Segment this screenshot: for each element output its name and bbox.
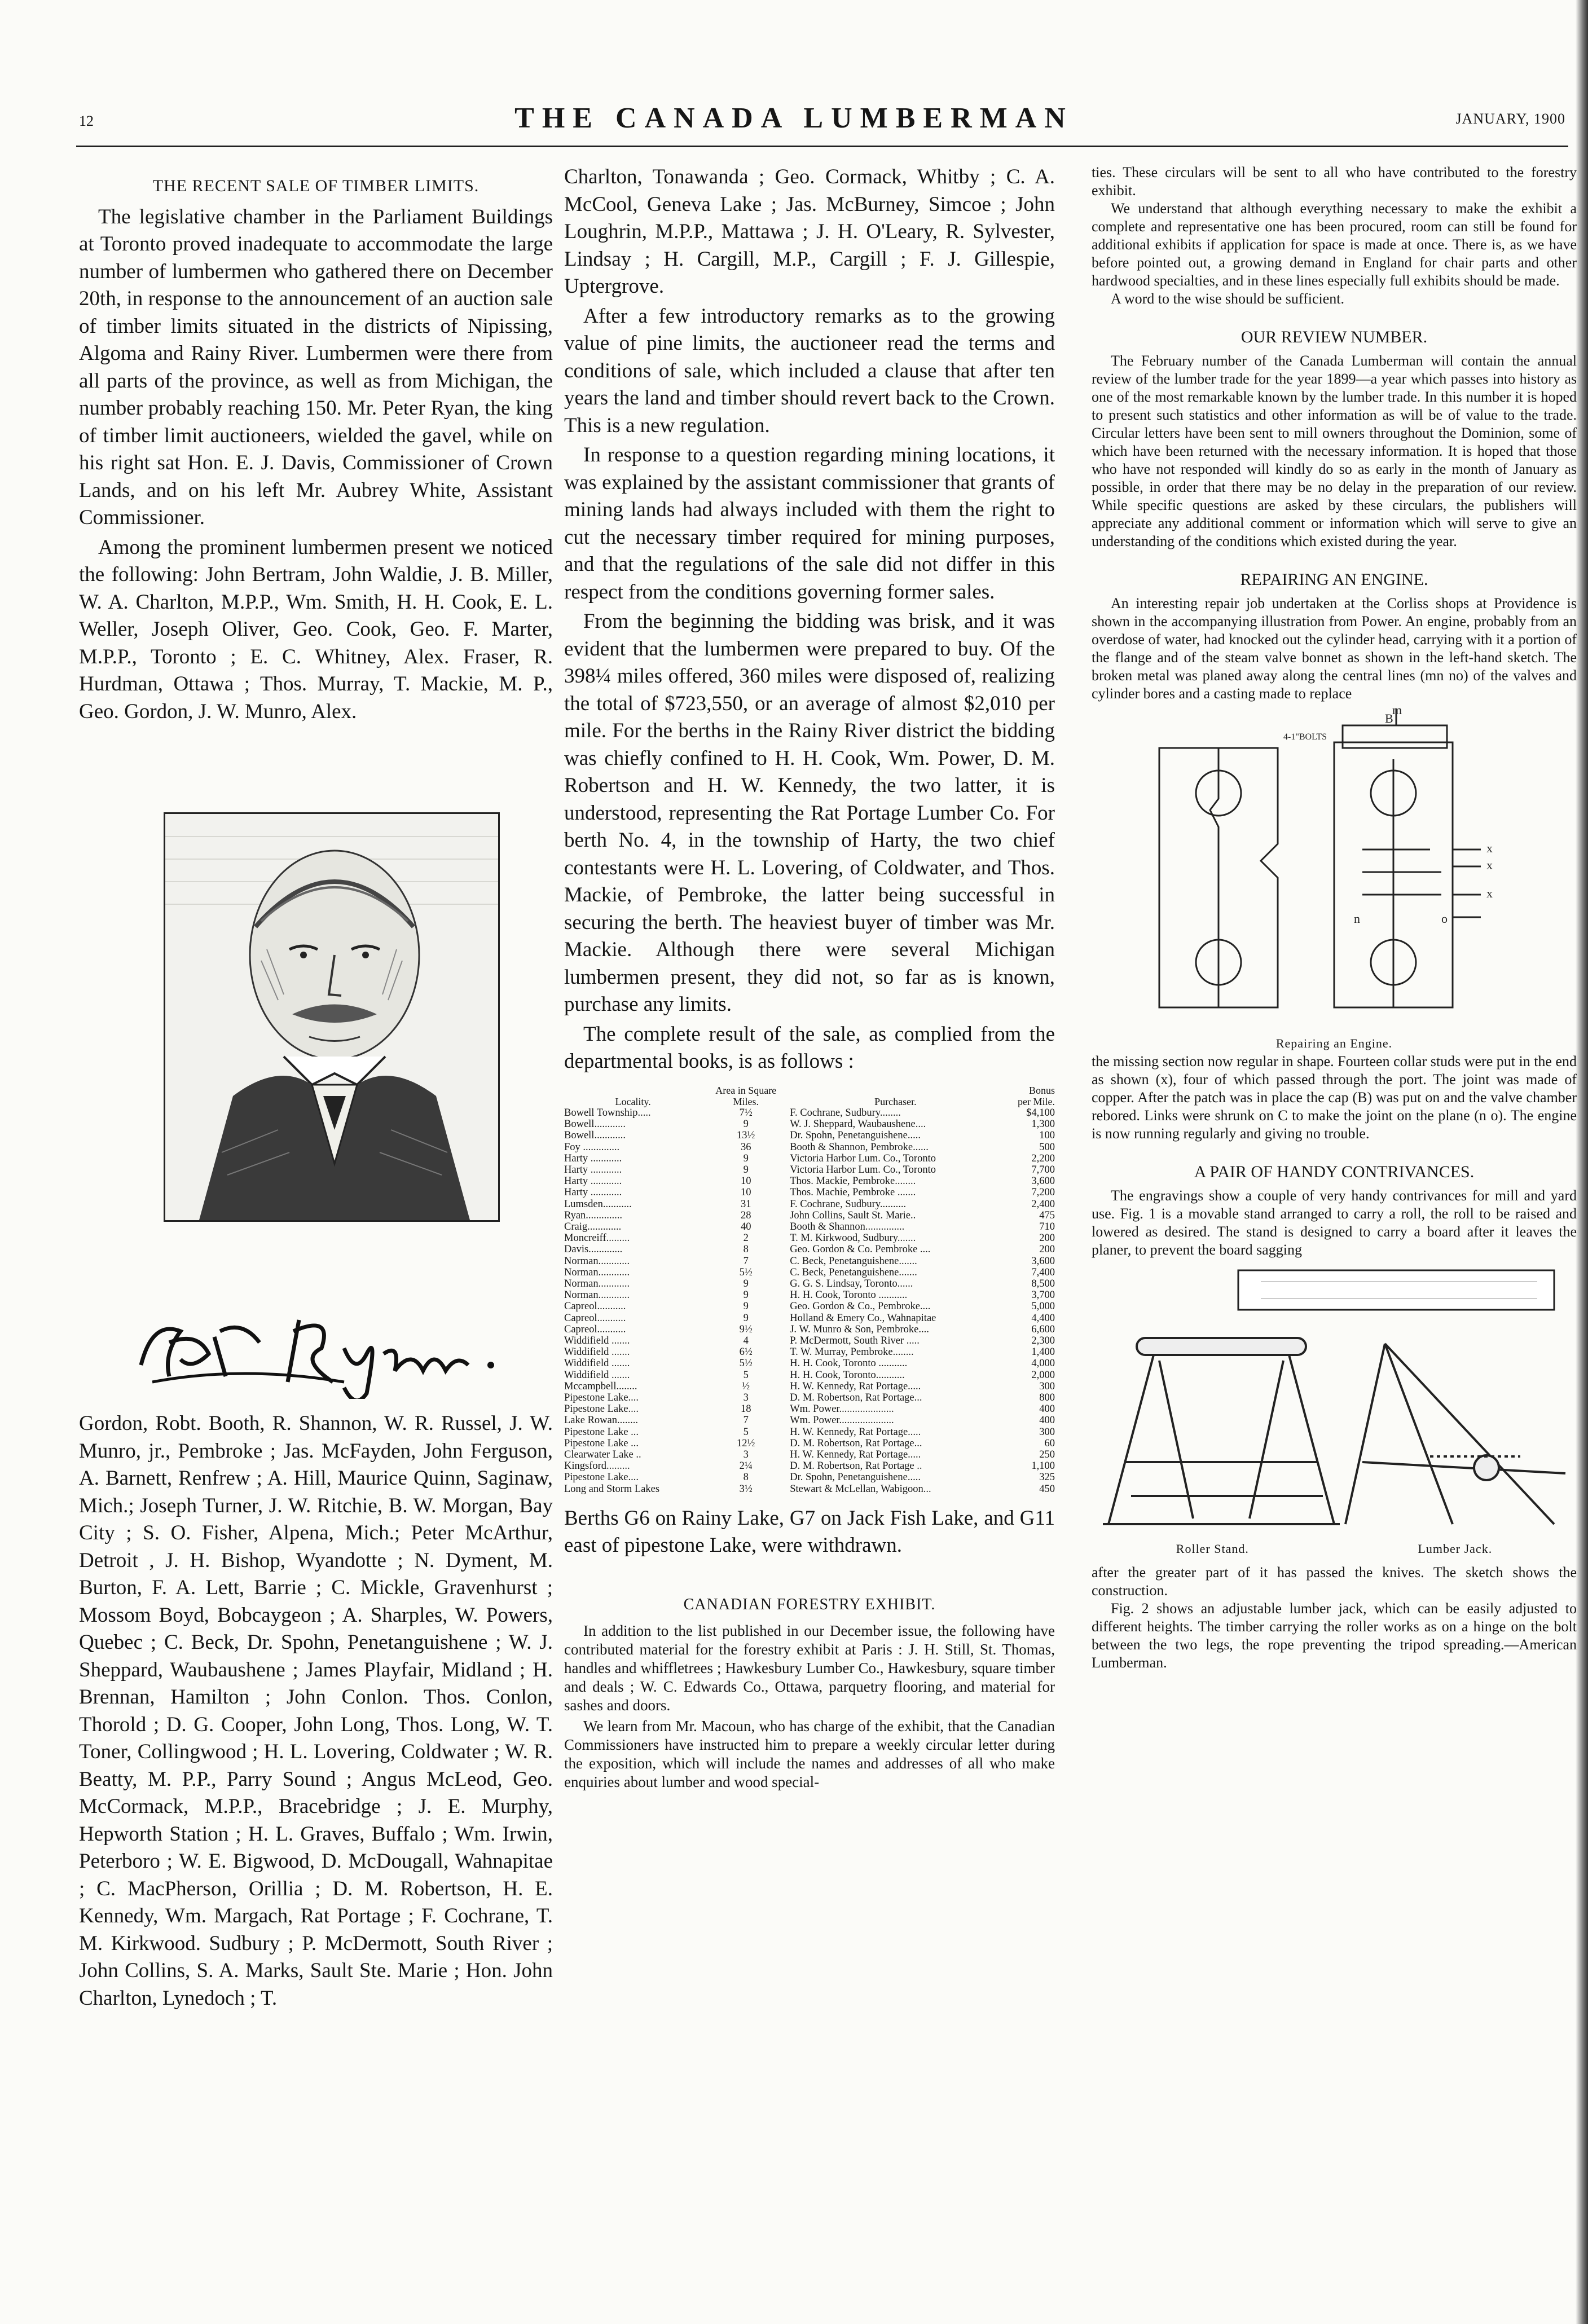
- column-3: [1092, 164, 1577, 1672]
- table-row: [564, 1324, 1055, 1335]
- cell-purchaser: Thos. Machie, Pembroke .......: [790, 1187, 916, 1199]
- table-row: [564, 1472, 1055, 1483]
- cell-bonus: 710: [1039, 1221, 1055, 1233]
- cell-area: 5½: [739, 1266, 753, 1278]
- cell-locality: Capreol...........: [564, 1301, 626, 1313]
- paragraph: ties. These circulars will be sent to all who have contributed to the forestry exhibit.: [1092, 164, 1577, 199]
- paragraph: The February number of the Canada Lumberman will contain the annual review of the lumber trade for the year 1899—a year which passes into history as one of the most remarkable known by the lumber trade. In this number it is hoped to present such statistics and other information as will be of value to the trade. Circular letters have been sent to mill owners throughout the Dominion, some of which have been returned with the necessary information. It is hoped that those who have not responded will kindly do so as early in the month of January as possible, in order that there may be no delay in the preparation of our review. While specific questions are asked by these circulars, the publishers will appreciate any additional comment or information which will serve to give an understanding of the conditions which existed during the year.: [1092, 353, 1577, 549]
- cell-area: 9: [743, 1312, 749, 1324]
- table-row: [564, 1130, 1055, 1141]
- table-row: [564, 1107, 1055, 1119]
- table-row: [564, 1278, 1055, 1289]
- cell-locality: Pipestone Lake ...: [564, 1426, 639, 1438]
- cell-purchaser: Geo. Gordon & Co., Pembroke....: [790, 1301, 931, 1313]
- table-row: [564, 1233, 1055, 1244]
- table-row: [564, 1199, 1055, 1210]
- cell-locality: Harty ............: [564, 1176, 622, 1187]
- sale-results-body: [564, 1107, 1055, 1495]
- cell-locality: Lake Rowan........: [564, 1415, 639, 1427]
- engine-figure: [1092, 703, 1577, 1053]
- cell-locality: Widdifield .......: [564, 1369, 630, 1381]
- table-row: [564, 1221, 1055, 1233]
- cell-area: 7: [743, 1255, 749, 1267]
- cell-area: 2¼: [739, 1460, 753, 1472]
- cell-bonus: 3,600: [1031, 1255, 1055, 1267]
- cell-locality: Pipestone Lake....: [564, 1403, 639, 1415]
- article-title-forestry-exhibit: CANADIAN FORESTRY EXHIBIT.: [683, 1595, 936, 1613]
- article-title-repairing-engine: REPAIRING AN ENGINE.: [1240, 570, 1428, 589]
- cell-bonus: 7,200: [1031, 1187, 1055, 1199]
- cell-area: 8: [743, 1472, 749, 1484]
- table-header-locality: Locality.: [615, 1095, 651, 1107]
- cell-area: ½: [742, 1380, 750, 1392]
- paragraph: In response to a question regarding mining locations, it was explained by the assistant commissioner that grants of mining lands had always included with them the right to cut the necessary timber required for mining purposes, and that the regulations of the sale did not differ in this respect from the conditions governing former sales.: [564, 443, 1055, 604]
- table-header-area-top: Area in Square: [715, 1084, 777, 1096]
- table-row: [564, 1392, 1055, 1403]
- cell-area: 3½: [739, 1483, 753, 1495]
- cell-purchaser: D. M. Robertson, Rat Portage ..: [790, 1460, 922, 1472]
- table-row: [564, 1370, 1055, 1381]
- column-2: [564, 164, 1055, 1794]
- cell-bonus: 400: [1039, 1415, 1055, 1427]
- cell-purchaser: H. H. Cook, Toronto ...........: [790, 1358, 908, 1370]
- cell-bonus: 2,400: [1031, 1198, 1055, 1210]
- cell-area: 40: [740, 1221, 751, 1233]
- table-row: [564, 1460, 1055, 1472]
- paragraph: Gordon, Robt. Booth, R. Shannon, W. R. Russel, J. W. Munro, jr., Pembroke ; Jas. McFayden, John Ferguson, A. Barnett, Renfrew ; A. Hill, Maurice Quinn, Saginaw, Mich.; Joseph Turner, J. W. Ritchie, B. W. Morgan, Bay City ; S. O. Fisher, Alpena, Mich.; Peter McArthur, Detroit , J. H. Bishop, Wyandotte ; N. Dyment, M. Burton, F. A. Lett, Barrie ; C. Mickle, Gravenhurst ; Mossom Boyd, Bobcaygeon ; A. Sharples, W. Powers, Quebec ; C. Beck, Dr. Spohn, Penetanguishene ; W. J. Sheppard, Waubaushene ; James Playfair, Midland ; H. Brennan, Hamilton ; John Conlon. Thos. Conlon, Thorold ; D. G. Cooper, John Long, Thos. Long, W. T. Toner, Collingwood ; H. L. Lovering, Coldwater ; W. R. Beatty, M. P.P., Parry Sound ; Angus McLeod, Geo. McCormack, M.P.P., Bracebridge ; J. E. Murphy, Hepworth Station ; H. L. Graves, Buffalo ; Wm. Irwin, Peterboro ; W. E. Bigwood, D. McDougall, Wahnapitae ; C. MacPherson, Orillia ; D. M. Robertson, H. E. Kennedy, Wm. Margach, Rat Portage ; F. Cochrane, T. M. Kirkwood. Sudbury ; P. McDermott, South River ; John Collins, S. A. Marks, Sault Ste. Marie ; Hon. John Charlton, Lynedoch ; T.: [79, 1412, 553, 2010]
- cell-locality: Harty ............: [564, 1152, 622, 1164]
- table-row: [564, 1403, 1055, 1415]
- cell-area: 9½: [739, 1323, 753, 1335]
- signature-drawing: [130, 1297, 525, 1399]
- fig-label-x: x: [1486, 858, 1493, 872]
- page-edge-shadow: [1576, 0, 1588, 2324]
- cell-locality: Norman............: [564, 1289, 630, 1301]
- cell-bonus: 400: [1039, 1403, 1055, 1415]
- cell-bonus: 200: [1039, 1244, 1055, 1256]
- fig-label-n: n: [1354, 912, 1360, 926]
- cell-area: 10: [740, 1187, 751, 1199]
- portrait-engraving: [164, 812, 500, 1222]
- cell-area: 6½: [739, 1346, 753, 1358]
- cell-bonus: 1,100: [1031, 1460, 1055, 1472]
- cell-purchaser: Victoria Harbor Lum. Co., Toronto: [790, 1164, 936, 1176]
- table-row: [564, 1153, 1055, 1164]
- paragraph: Fig. 2 shows an adjustable lumber jack, which can be easily adjusted to different heights. The timber carrying the roller works as on a hinge on the bolt between the two legs, the rope preventing the tripod spreading.—American Lumberman.: [1092, 1600, 1577, 1671]
- cell-locality: Kingsford.........: [564, 1460, 630, 1472]
- cell-bonus: $4,100: [1026, 1107, 1055, 1119]
- paragraph: Charlton, Tonawanda ; Geo. Cormack, Whitby ; C. A. McCool, Geneva Lake ; Jas. McBurney, Simcoe ; John Loughrin, M.P.P., Mattawa ; J. H. O'Leary, R. Sylvester, Lindsay ; H. Cargill, M.P., Cargill ; F. J. Gillespie, Uptergrove.: [564, 165, 1055, 298]
- table-row: [564, 1244, 1055, 1255]
- cell-bonus: 2,300: [1031, 1335, 1055, 1346]
- cell-area: 5: [743, 1369, 749, 1381]
- paragraph: the missing section now regular in shape. Fourteen collar studs were put in the end as shown (x), four of which passed through the port. The joint was made of copper. After the patch was in place the cap (B) was put on and the valve chamber rebored. Links were shrunk on C to make the joint on the plane (n o). The engine is now running regularly and giving no trouble.: [1092, 1053, 1577, 1142]
- table-header-bonus: per Mile.: [1018, 1095, 1055, 1107]
- cell-bonus: 4,000: [1031, 1358, 1055, 1370]
- table-row: [564, 1313, 1055, 1324]
- cell-purchaser: Booth & Shannon...............: [790, 1221, 905, 1233]
- cell-area: 36: [740, 1141, 751, 1153]
- cell-purchaser: F. Cochrane, Sudbury..........: [790, 1198, 907, 1210]
- cell-area: 7: [743, 1415, 749, 1427]
- fig-label-bolts: 4-1"BOLTS: [1283, 732, 1327, 742]
- cell-purchaser: Stewart & McLellan, Wabigoon...: [790, 1483, 931, 1495]
- cell-purchaser: Dr. Spohn, Penetanguishene.....: [790, 1472, 921, 1484]
- cell-locality: Widdifield .......: [564, 1358, 630, 1370]
- fig-label-x: x: [1486, 886, 1493, 900]
- cell-locality: Norman............: [564, 1266, 630, 1278]
- cell-bonus: 1,400: [1031, 1346, 1055, 1358]
- cell-bonus: 3,600: [1031, 1176, 1055, 1187]
- cell-purchaser: C. Beck, Penetanguishene.......: [790, 1255, 917, 1267]
- cell-purchaser: H. W. Kennedy, Rat Portage.....: [790, 1449, 921, 1460]
- table-row: [564, 1358, 1055, 1369]
- cell-purchaser: Holland & Emery Co., Wahnapitae: [790, 1312, 936, 1324]
- cell-area: 3: [743, 1392, 749, 1403]
- cell-locality: Harty ............: [564, 1187, 622, 1199]
- cell-area: 31: [740, 1198, 751, 1210]
- cell-bonus: 6,600: [1031, 1323, 1055, 1335]
- paragraph: We learn from Mr. Macoun, who has charge of the exhibit, that the Canadian Commissioners have instructed him to prepare a weekly circular letter during the exposition, which will include the names and addresses of all who make enquiries about lumber and wood special-: [564, 1718, 1055, 1791]
- cell-bonus: 500: [1039, 1141, 1055, 1153]
- cell-locality: Norman............: [564, 1278, 630, 1289]
- cell-bonus: 450: [1039, 1483, 1055, 1495]
- paragraph: The complete result of the sale, as complied from the departmental books, is as follows :: [564, 1022, 1055, 1073]
- cell-locality: Capreol...........: [564, 1312, 626, 1324]
- cell-area: 10: [740, 1176, 751, 1187]
- cell-area: 18: [740, 1403, 751, 1415]
- cell-locality: Long and Storm Lakes: [564, 1483, 660, 1495]
- cell-locality: Capreol...........: [564, 1323, 626, 1335]
- cell-purchaser: John Collins, Sault St. Marie..: [790, 1209, 916, 1221]
- cell-purchaser: W. J. Sheppard, Waubaushene....: [790, 1119, 926, 1130]
- cell-bonus: 325: [1039, 1472, 1055, 1484]
- cell-purchaser: P. McDermott, South River .....: [790, 1335, 920, 1346]
- cell-bonus: 7,400: [1031, 1266, 1055, 1278]
- table-header-bonus-top: Bonus: [1028, 1084, 1055, 1096]
- table-row: [564, 1381, 1055, 1392]
- paragraph: In addition to the list published in our December issue, the following have contributed material for the forestry exhibit at Paris : J. H. Still, St. Thomas, handles and whiffletrees ; Hawkesbury Lumber Co., Hawkesbury, square timber and deals ; W. C. Edwards Co., Ottawa, parquetry flooring, and material for sashes and doors.: [564, 1622, 1055, 1714]
- cell-purchaser: G. G. S. Lindsay, Toronto......: [790, 1278, 913, 1289]
- table-row: [564, 1164, 1055, 1176]
- cell-locality: Pipestone Lake....: [564, 1472, 639, 1484]
- cell-bonus: 2,000: [1031, 1369, 1055, 1381]
- cell-locality: Pipestone Lake....: [564, 1392, 639, 1403]
- cell-locality: Widdifield .......: [564, 1346, 630, 1358]
- cell-locality: Clearwater Lake ..: [564, 1449, 641, 1460]
- paragraph: An interesting repair job undertaken at the Corliss shops at Providence is shown in the accompanying illustration from Power. An engine, probably from an overdose of water, had knocked out the cylinder head, carrying with it a portion of the flange and of the steam valve bonnet as shown in the left-hand sketch. The broken metal was planed away along the central lines (mn no) of the valves and cylinder bores and a casting made to replace: [1092, 595, 1577, 702]
- cell-area: 9: [743, 1119, 749, 1130]
- cell-purchaser: T. M. Kirkwood, Sudbury.......: [790, 1233, 916, 1244]
- masthead: THE CANADA LUMBERMAN: [514, 102, 1074, 134]
- paragraph: A word to the wise should be sufficient.: [1111, 290, 1345, 307]
- article-title-review-number: OUR REVIEW NUMBER.: [1241, 328, 1428, 346]
- cell-locality: Widdifield .......: [564, 1335, 630, 1346]
- cell-area: 12½: [737, 1437, 755, 1449]
- table-row: [564, 1346, 1055, 1358]
- cell-purchaser: H. H. Cook, Toronto ...........: [790, 1289, 908, 1301]
- figure-caption-lumber-jack: Lumber Jack.: [1418, 1542, 1493, 1556]
- cell-area: 5½: [739, 1358, 753, 1370]
- column-1: [79, 169, 553, 728]
- cell-locality: Moncreiff.........: [564, 1233, 630, 1244]
- paragraph: From the beginning the bidding was brisk, and it was evident that the lumbermen were prepared to buy. Of the 398¼ miles offered, 360 miles were disposed of, realizing the total of $723,550, or an average of almost $2,010 per mile. For the berths in the Rainy River district the bidding was chiefly confined to H. H. Cook, Wm. Power, D. M. Robertson and H. W. Kennedy, the two latter, it is understood, representing the Rat Portage Lumber Co. For berth No. 4, in the township of Harty, the two chief contestants were H. L. Lovering, of Coldwater, and Thos. Mackie, of Pembroke, the latter being successful in securing the berth. The heaviest buyer of timber was Mr. Mackie. Although there were several Michigan lumbermen present, they did not, so far as is known, purchase any limits.: [564, 610, 1055, 1016]
- cell-area: 5: [743, 1426, 749, 1438]
- fig-label-m: m: [1392, 703, 1402, 717]
- cell-purchaser: T. W. Murray, Pembroke........: [790, 1346, 914, 1358]
- paragraph: Among the prominent lumbermen present we noticed the following: John Bertram, John Waldie, J. B. Miller, W. A. Charlton, M.P.P., Wm. Smith, H. H. Cook, E. L. Weller, Joseph Oliver, Geo. Cook, Geo. F. Marter, M.P.P., Toronto ; E. C. Whitney, Alex. Fraser, R. Hurdman, Ottawa ; Thos. Murray, T. Mackie, M. P., Geo. Gordon, J. W. Munro, Alex.: [79, 535, 553, 723]
- paragraph: after the greater part of it has passed the knives. The sketch shows the construction.: [1092, 1564, 1577, 1599]
- cell-purchaser: H. W. Kennedy, Rat Portage.....: [790, 1380, 921, 1392]
- cell-purchaser: Geo. Gordon & Co. Pembroke ....: [790, 1244, 931, 1256]
- table-row: [564, 1427, 1055, 1438]
- contrivances-figure: [1092, 1259, 1577, 1564]
- cell-locality: Lumsden...........: [564, 1198, 632, 1210]
- cell-locality: Bowell............: [564, 1119, 626, 1130]
- cell-bonus: 1,300: [1031, 1119, 1055, 1130]
- cell-bonus: 100: [1039, 1130, 1055, 1142]
- table-row: [564, 1256, 1055, 1267]
- cell-bonus: 7,700: [1031, 1164, 1055, 1176]
- paragraph: Berths G6 on Rainy Lake, G7 on Jack Fish Lake, and G11 east of pipestone Lake, were withdrawn.: [564, 1506, 1055, 1557]
- cell-purchaser: J. W. Munro & Son, Pembroke....: [790, 1323, 929, 1335]
- cell-purchaser: C. Beck, Penetanguishene.......: [790, 1266, 917, 1278]
- table-row: [564, 1335, 1055, 1346]
- header-rule: [76, 146, 1568, 147]
- column-1-continued: [79, 1410, 553, 2014]
- cell-bonus: 2,200: [1031, 1152, 1055, 1164]
- page-number: 12: [79, 113, 94, 129]
- paragraph: The legislative chamber in the Parliament Buildings at Toronto proved inadequate to accommodate the large number of lumbermen who gathered there on December 20th, in response to the announcement of an auction sale of timber limits situated in the districts of Nipissing, Algoma and Rainy River. Lumbermen were there from all parts of the province, as well as from Michigan, the number probably reaching 150. Mr. Peter Ryan, the king of timber limit auctioneers, wielded the gavel, while on his right sat Hon. E. J. Davis, Commissioner of Crown Lands, and on his left Mr. Aubrey White, Assistant Commissioner.: [79, 205, 553, 529]
- table-row: [564, 1176, 1055, 1187]
- figure-caption-roller-stand: Roller Stand.: [1176, 1542, 1249, 1556]
- cell-bonus: 4,400: [1031, 1312, 1055, 1324]
- cell-purchaser: Booth & Shannon, Pembroke......: [790, 1141, 929, 1153]
- cell-locality: Pipestone Lake ...: [564, 1437, 639, 1449]
- table-header-area: Miles.: [733, 1095, 759, 1107]
- table-row: [564, 1438, 1055, 1449]
- cell-area: 2: [743, 1233, 749, 1244]
- cell-area: 9: [743, 1301, 749, 1313]
- fig-label-x: x: [1486, 841, 1493, 855]
- issue-date: JANUARY, 1900: [1455, 111, 1565, 127]
- cell-area: 9: [743, 1164, 749, 1176]
- fig-label-o: o: [1441, 912, 1448, 926]
- cell-bonus: 300: [1039, 1380, 1055, 1392]
- cell-bonus: 475: [1039, 1209, 1055, 1221]
- signature: [130, 1297, 525, 1399]
- cell-purchaser: D. M. Robertson, Rat Portage...: [790, 1392, 922, 1403]
- cell-bonus: 200: [1039, 1233, 1055, 1244]
- cell-area: 8: [743, 1244, 749, 1256]
- cell-area: 4: [743, 1335, 749, 1346]
- table-header-purchaser: Purchaser.: [874, 1095, 917, 1107]
- paragraph: After a few introductory remarks as to the growing value of pine limits, the auctioneer read the terms and conditions of sale, which included a clause that after ten years the land and timber should revert back to the Crown. This is a new regulation.: [564, 304, 1055, 437]
- engine-diagram: [1092, 703, 1577, 1030]
- cell-area: 28: [740, 1209, 751, 1221]
- table-row: [564, 1267, 1055, 1278]
- cell-purchaser: F. Cochrane, Sudbury........: [790, 1107, 901, 1119]
- paragraph: We understand that although everything necessary to make the exhibit a complete and representative one has been procured, room can still be found for additional exhibits if application for space is made at once. There is, as we have before pointed out, a growing demand in England for chair parts and other hardwood specialties, and in these lines especially full exhibits should be made.: [1092, 200, 1577, 289]
- cell-locality: Harty ............: [564, 1164, 622, 1176]
- cell-locality: Davis.............: [564, 1244, 623, 1256]
- cell-purchaser: H. H. Cook, Toronto...........: [790, 1369, 905, 1381]
- table-row: [564, 1187, 1055, 1198]
- cell-area: 7½: [739, 1107, 753, 1119]
- cell-locality: Norman............: [564, 1255, 630, 1267]
- table-row: [564, 1301, 1055, 1312]
- article-title-handy-contrivances: A PAIR OF HANDY CONTRIVANCES.: [1194, 1163, 1475, 1181]
- cell-bonus: 800: [1039, 1392, 1055, 1403]
- cell-locality: Bowell Township.....: [564, 1107, 651, 1119]
- cell-bonus: 3,700: [1031, 1289, 1055, 1301]
- cell-bonus: 250: [1039, 1449, 1055, 1460]
- cell-area: 9: [743, 1289, 749, 1301]
- table-row: [564, 1210, 1055, 1221]
- cell-purchaser: Dr. Spohn, Penetanguishene.....: [790, 1130, 921, 1142]
- cell-locality: Bowell............: [564, 1130, 626, 1142]
- figure-caption-engine: Repairing an Engine.: [1275, 1036, 1393, 1050]
- table-row: [564, 1449, 1055, 1460]
- cell-area: 3: [743, 1449, 749, 1460]
- article-title-timber-limits: THE RECENT SALE OF TIMBER LIMITS.: [152, 177, 480, 195]
- cell-area: 13½: [737, 1130, 755, 1142]
- table-row: [564, 1142, 1055, 1153]
- cell-area: 9: [743, 1152, 749, 1164]
- cell-area: 9: [743, 1278, 749, 1289]
- cell-bonus: 60: [1044, 1437, 1055, 1449]
- cell-locality: Mccampbell........: [564, 1380, 637, 1392]
- cell-purchaser: Victoria Harbor Lum. Co., Toronto: [790, 1152, 936, 1164]
- cell-bonus: 300: [1039, 1426, 1055, 1438]
- cell-bonus: 8,500: [1031, 1278, 1055, 1289]
- cell-purchaser: Wm. Power.....................: [790, 1415, 894, 1427]
- table-row: [564, 1289, 1055, 1301]
- table-row: [564, 1484, 1055, 1495]
- sale-results-table: [564, 1085, 1055, 1495]
- table-row: [564, 1415, 1055, 1426]
- cell-locality: Craig.............: [564, 1221, 622, 1233]
- contrivances-diagram: [1092, 1259, 1577, 1535]
- table-row: [564, 1119, 1055, 1130]
- portrait-illustration: [165, 814, 498, 1220]
- fig-label-b: B: [1385, 711, 1393, 725]
- cell-purchaser: Wm. Power.....................: [790, 1403, 894, 1415]
- cell-bonus: 5,000: [1031, 1301, 1055, 1313]
- paragraph: The engravings show a couple of very handy contrivances for mill and yard use. Fig. 1 is a movable stand arranged to carry a roll, the roll to be raised and lowered as desired. The stand is designed to carry a board after it leaves the planer, to prevent the board sagging: [1092, 1187, 1577, 1258]
- cell-locality: Ryan..............: [564, 1209, 623, 1221]
- cell-purchaser: D. M. Robertson, Rat Portage...: [790, 1437, 922, 1449]
- cell-purchaser: H. W. Kennedy, Rat Portage.....: [790, 1426, 921, 1438]
- cell-locality: Foy ..............: [564, 1141, 620, 1153]
- cell-purchaser: Thos. Mackie, Pembroke........: [790, 1176, 916, 1187]
